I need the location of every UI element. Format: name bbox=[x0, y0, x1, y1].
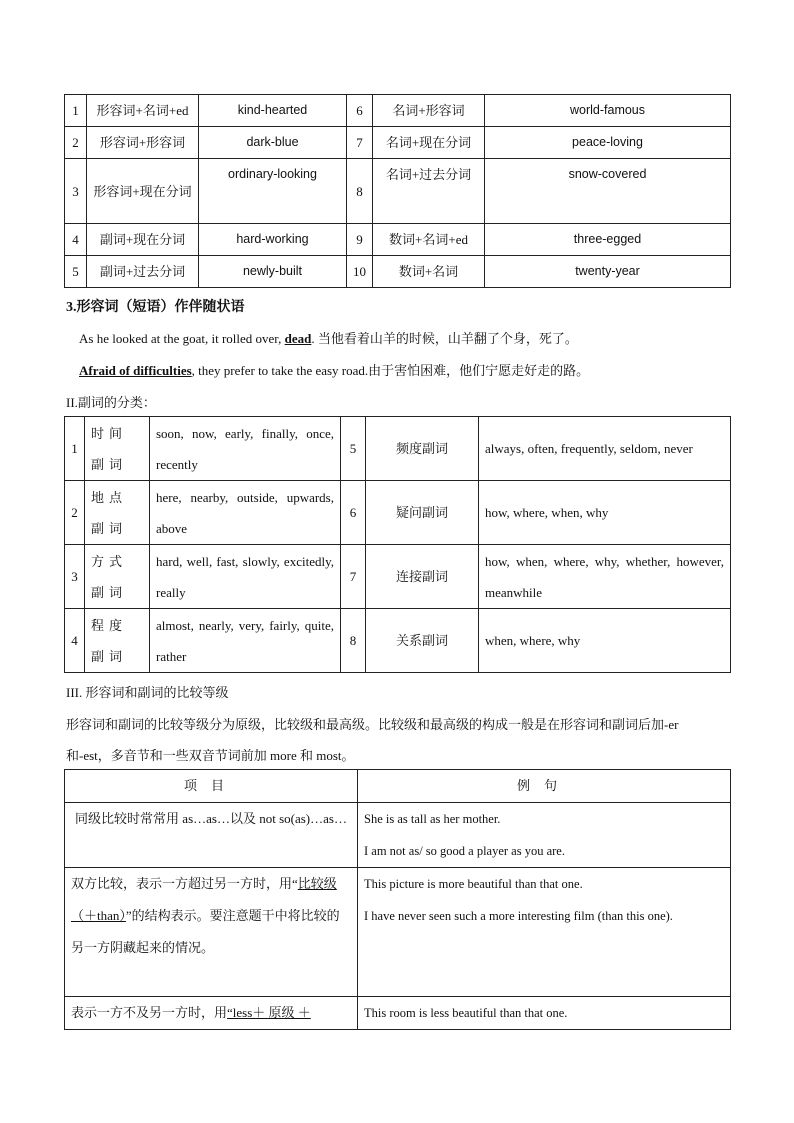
table-row bbox=[65, 609, 731, 673]
adverb-kind: 疑问副词 bbox=[366, 481, 479, 545]
row-number: 1 bbox=[65, 417, 85, 481]
example-word: world-famous bbox=[485, 95, 731, 127]
adverb-examples: almost, nearly, very, fairly, quite, rather bbox=[150, 609, 341, 673]
row-number: 4 bbox=[65, 224, 87, 256]
formation-type: 名词+现在分词 bbox=[373, 127, 485, 159]
formation-type: 名词+过去分词 bbox=[373, 159, 485, 224]
adverb-examples: when, where, why bbox=[479, 609, 731, 673]
key-word: dead bbox=[284, 331, 312, 346]
example-sentences bbox=[358, 803, 731, 868]
row-number: 1 bbox=[65, 95, 87, 127]
table-row bbox=[65, 256, 731, 288]
row-number: 3 bbox=[65, 159, 87, 224]
row-number: 7 bbox=[341, 545, 366, 609]
structure-text: 比较级 （＋than） bbox=[71, 876, 337, 923]
usage-description bbox=[65, 868, 358, 997]
example-word: newly-built bbox=[199, 256, 347, 288]
adverb-examples: always, often, frequently, seldom, never bbox=[479, 417, 731, 481]
comparison-table bbox=[64, 769, 731, 1030]
table-row bbox=[65, 868, 731, 997]
compound-adjective-table bbox=[64, 94, 731, 288]
formation-type: 数词+名词+ed bbox=[373, 224, 485, 256]
table-row bbox=[65, 803, 731, 868]
formation-type: 副词+现在分词 bbox=[87, 224, 199, 256]
example-sentence: This room is less beautiful than that one. bbox=[358, 997, 731, 1030]
example-word: twenty-year bbox=[485, 256, 731, 288]
usage-description bbox=[65, 997, 358, 1030]
table-row bbox=[65, 997, 731, 1030]
row-number: 5 bbox=[65, 256, 87, 288]
formation-type: 数词+名词 bbox=[373, 256, 485, 288]
adverb-kind: 地点副词 bbox=[85, 481, 150, 545]
row-number: 8 bbox=[347, 159, 373, 224]
adverb-examples: how, when, where, why, whether, however, meanwhile bbox=[479, 545, 731, 609]
row-number: 3 bbox=[65, 545, 85, 609]
adverb-examples: here, nearby, outside, upwards, above bbox=[150, 481, 341, 545]
sentence-text: , they prefer to take the easy road.由于害怕困难，他们宁愿走好走的路。 bbox=[191, 363, 590, 378]
example-word: ordinary-looking bbox=[199, 159, 347, 224]
example-word: kind-hearted bbox=[199, 95, 347, 127]
example-word: hard-working bbox=[199, 224, 347, 256]
example-sentence: She is as tall as her mother. bbox=[364, 812, 501, 826]
row-number: 4 bbox=[65, 609, 85, 673]
description-text: 双方比较，表示一方超过另一方时，用“ bbox=[71, 876, 298, 891]
adverb-kind: 方式副词 bbox=[85, 545, 150, 609]
column-header: 项目 bbox=[65, 770, 358, 803]
paragraph-line: 和-est，多音节和一些双音节词前加 more 和 most。 bbox=[66, 748, 355, 763]
adverb-examples: hard, well, fast, slowly, excitedly, really bbox=[150, 545, 341, 609]
adverb-kind: 时间副词 bbox=[85, 417, 150, 481]
paragraph-line: 形容词和副词的比较等级分为原级，比较级和最高级。比较级和最高级的构成一般是在形容词和副词后加-er bbox=[66, 717, 679, 732]
row-number: 5 bbox=[341, 417, 366, 481]
adverb-kind: 关系副词 bbox=[366, 609, 479, 673]
formation-type: 形容词+名词+ed bbox=[87, 95, 199, 127]
description-text: 表示一方不及另一方时，用 bbox=[71, 1005, 228, 1020]
formation-type: 形容词+形容词 bbox=[87, 127, 199, 159]
table-header-row bbox=[65, 770, 731, 803]
adverb-kind: 连接副词 bbox=[366, 545, 479, 609]
section-heading: III. 形容词和副词的比较等级 bbox=[66, 685, 229, 700]
row-number: 2 bbox=[65, 127, 87, 159]
formation-type: 形容词+现在分词 bbox=[87, 159, 199, 224]
table-row bbox=[65, 481, 731, 545]
example-word: three-egged bbox=[485, 224, 731, 256]
example-sentence: I have never seen such a more interesting film (than this one). bbox=[364, 909, 673, 923]
sentence-text: . 当他看着山羊的时候，山羊翻了个身，死了。 bbox=[311, 331, 578, 346]
row-number: 2 bbox=[65, 481, 85, 545]
row-number: 8 bbox=[341, 609, 366, 673]
table-row bbox=[65, 417, 731, 481]
adverb-examples: how, where, when, why bbox=[479, 481, 731, 545]
section-heading: II.副词的分类： bbox=[66, 395, 156, 410]
usage-description: 同级比较时常常用 as…as…以及 not so(as)…as… bbox=[65, 803, 358, 868]
example-word: peace-loving bbox=[485, 127, 731, 159]
table-row bbox=[65, 127, 731, 159]
adverb-kind: 频度副词 bbox=[366, 417, 479, 481]
row-number: 6 bbox=[341, 481, 366, 545]
example-word: snow-covered bbox=[485, 159, 731, 224]
column-header: 例句 bbox=[358, 770, 731, 803]
table-row bbox=[65, 545, 731, 609]
example-sentence: This picture is more beautiful than that one. bbox=[364, 877, 583, 891]
example-sentence: I am not as/ so good a player as you are. bbox=[364, 844, 565, 858]
structure-text: “less＋ 原级 ＋ bbox=[227, 1005, 311, 1020]
key-phrase: Afraid of difficulties bbox=[79, 363, 192, 378]
adverb-kind: 程度副词 bbox=[85, 609, 150, 673]
row-number: 6 bbox=[347, 95, 373, 127]
table-row bbox=[65, 224, 731, 256]
adverb-classification-table bbox=[64, 416, 731, 673]
example-sentence bbox=[79, 360, 589, 379]
row-number: 10 bbox=[347, 256, 373, 288]
example-sentence bbox=[79, 328, 578, 347]
description-text: ”的结构表示。要注意题干中将比较的另一方阴藏起来的情况。 bbox=[71, 908, 340, 955]
row-number: 7 bbox=[347, 127, 373, 159]
formation-type: 名词+形容词 bbox=[373, 95, 485, 127]
adverb-examples: soon, now, early, finally, once, recently bbox=[150, 417, 341, 481]
row-number: 9 bbox=[347, 224, 373, 256]
table-row bbox=[65, 95, 731, 127]
formation-type: 副词+过去分词 bbox=[87, 256, 199, 288]
table-row bbox=[65, 159, 731, 224]
example-sentences bbox=[358, 868, 731, 997]
example-word: dark-blue bbox=[199, 127, 347, 159]
sentence-text: As he looked at the goat, it rolled over, bbox=[79, 331, 285, 346]
section-heading: 3.形容词（短语）作伴随状语 bbox=[66, 300, 245, 315]
